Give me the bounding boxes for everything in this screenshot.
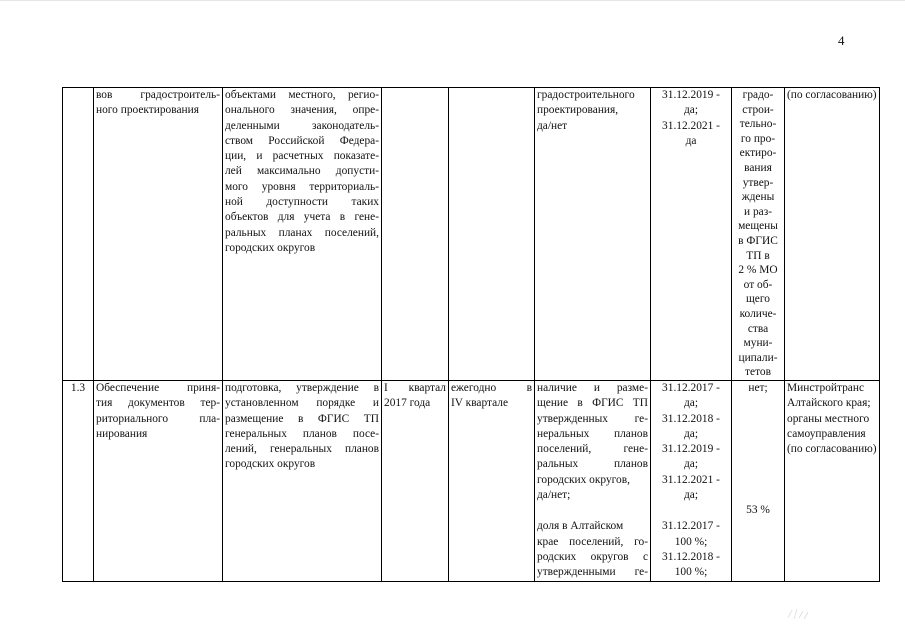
text-line: родских округов с [537,550,648,563]
text-line: 2017 года [384,397,431,410]
text-line: муни- [743,337,773,350]
text-line: 31.12.2019 - [662,443,720,456]
text-line: да [685,134,697,147]
text-line: вания [744,161,772,174]
text-line: 53 % [746,504,770,517]
cell-dates [651,381,732,582]
text-line: вов градостроитель- [96,89,220,101]
text-line: I квартал [384,382,446,394]
text-line: лей максимально допусти- [225,165,379,178]
text-line: да; [683,458,699,471]
cell-end [449,381,535,582]
text-line: органы местного [787,412,870,425]
cell-activity [223,88,382,381]
text-line: да; [683,397,699,410]
text-line: Обеспечение приня- [96,382,220,394]
text-line: размещение в ФГИС ТП [225,412,379,425]
text-line: ной доступности таких [225,196,379,209]
text-line: мещены [738,220,778,233]
text-line: щего [746,293,770,306]
cell-task [94,381,223,582]
text-line: 31.12.2021 - [662,119,720,132]
text-line: городских округов [225,241,316,254]
text-line: да; [683,104,699,117]
text-line: онального значения, опре- [225,104,379,117]
cell-dates [651,88,732,381]
text-line: Алтайского края; [787,397,871,410]
table-row [63,381,880,582]
text-line: деленными законодатель- [225,119,379,132]
text-line: ждены [741,191,775,204]
text-line: да/нет [537,119,568,132]
text-line: да; [683,489,699,502]
text-line: объектов для учета в гене- [225,211,379,224]
text-line: неральных планов [537,427,648,440]
text-line: крае поселений, го- [537,535,648,548]
text-line: и раз- [744,205,772,218]
text-line: подготовка, утверждение в [225,382,379,394]
text-line: ральных планов [537,458,648,471]
text-line: ральных планах поселений, [225,226,379,239]
text-line: доля в Алтайском [537,520,624,533]
cell-responsible [785,381,880,582]
cell-indicator [535,381,651,582]
text-line: ектиро- [739,147,777,160]
cell-responsible [785,88,880,381]
text-line: градо- [742,89,774,101]
text-line: количе- [739,307,777,320]
text-line: проектирования, [537,104,619,117]
text-line: тия документов тер- [96,397,220,410]
text-line: генеральных планов посе- [225,427,379,440]
scan-edge [0,0,905,1]
text-line: нирования [96,427,148,440]
text-line: 100 %; [674,535,708,548]
text-line: 31.12.2017 - [662,520,720,533]
text-line: ства [747,322,769,335]
text-line: ежегодно в [451,382,532,394]
text-line: да; [683,427,699,440]
text-line: ного проектирования [96,104,199,117]
row-number: 1.3 [70,382,86,394]
text-line: щение в ФГИС ТП [537,397,648,410]
cell-end [449,88,535,381]
cell-start [382,88,449,381]
text-line: объектами местного, регио- [225,89,379,101]
cell-task [94,88,223,381]
text-line: нет; [748,382,768,394]
text-line: (по согласованию) [787,89,877,101]
text-line: 31.12.2021 - [662,473,720,486]
page-number: 4 [838,33,845,48]
plan-table [62,87,880,582]
text-line: ТП в [746,249,770,262]
text-line: (по согласованию) [787,443,877,456]
text-line: установленном порядке и [225,397,379,410]
text-line: 100 %; [674,566,708,579]
text-line: тетов [745,366,771,379]
cell-start [382,381,449,582]
text-line: 31.12.2019 - [662,89,720,101]
text-line: строи- [742,103,774,116]
text-line: го про- [740,132,776,145]
text-line: мого уровня территориаль- [225,180,379,193]
text-line: городских округов [225,458,316,471]
text-line: лений, генеральных планов [225,443,379,456]
text-line: IV квартале [451,397,509,410]
text-line: ции, и расчетных показате- [225,150,379,163]
text-line: 31.12.2018 - [662,550,720,563]
text-line: утвер- [742,176,774,189]
text-line: городских округов, [537,473,630,486]
text-line: 2 % МО [738,264,778,277]
text-line: от об- [743,278,773,291]
cell-num [63,88,94,381]
text-line: да/нет; [537,489,571,502]
text-line: поселений, гене- [537,443,648,456]
text-line: 31.12.2017 - [662,382,720,394]
text-line: самоуправления [787,427,866,440]
cell-indicator [535,88,651,381]
text-line: ципали- [738,351,778,364]
text-line: тельно- [739,118,777,131]
text-line: 31.12.2018 - [662,412,720,425]
text-line: наличие и разме- [537,382,648,394]
cell-activity [223,381,382,582]
text-line: в ФГИС [738,234,778,247]
spacer [734,396,782,503]
text-line: градостроительного [537,89,635,101]
table-row [63,88,880,381]
text-line: риториального пла- [96,412,220,425]
text-line: утвержденными ге- [537,566,648,579]
scan-smudge-icon [786,606,810,622]
spacer [537,503,648,519]
text-line: Минстройтранс [787,382,864,394]
cell-baseline [732,381,785,582]
spacer [653,503,729,519]
text-line: ством Российской Федера- [225,134,379,147]
cell-num [63,381,94,582]
cell-baseline [732,88,785,381]
text-line: утвержденных ге- [537,412,648,425]
